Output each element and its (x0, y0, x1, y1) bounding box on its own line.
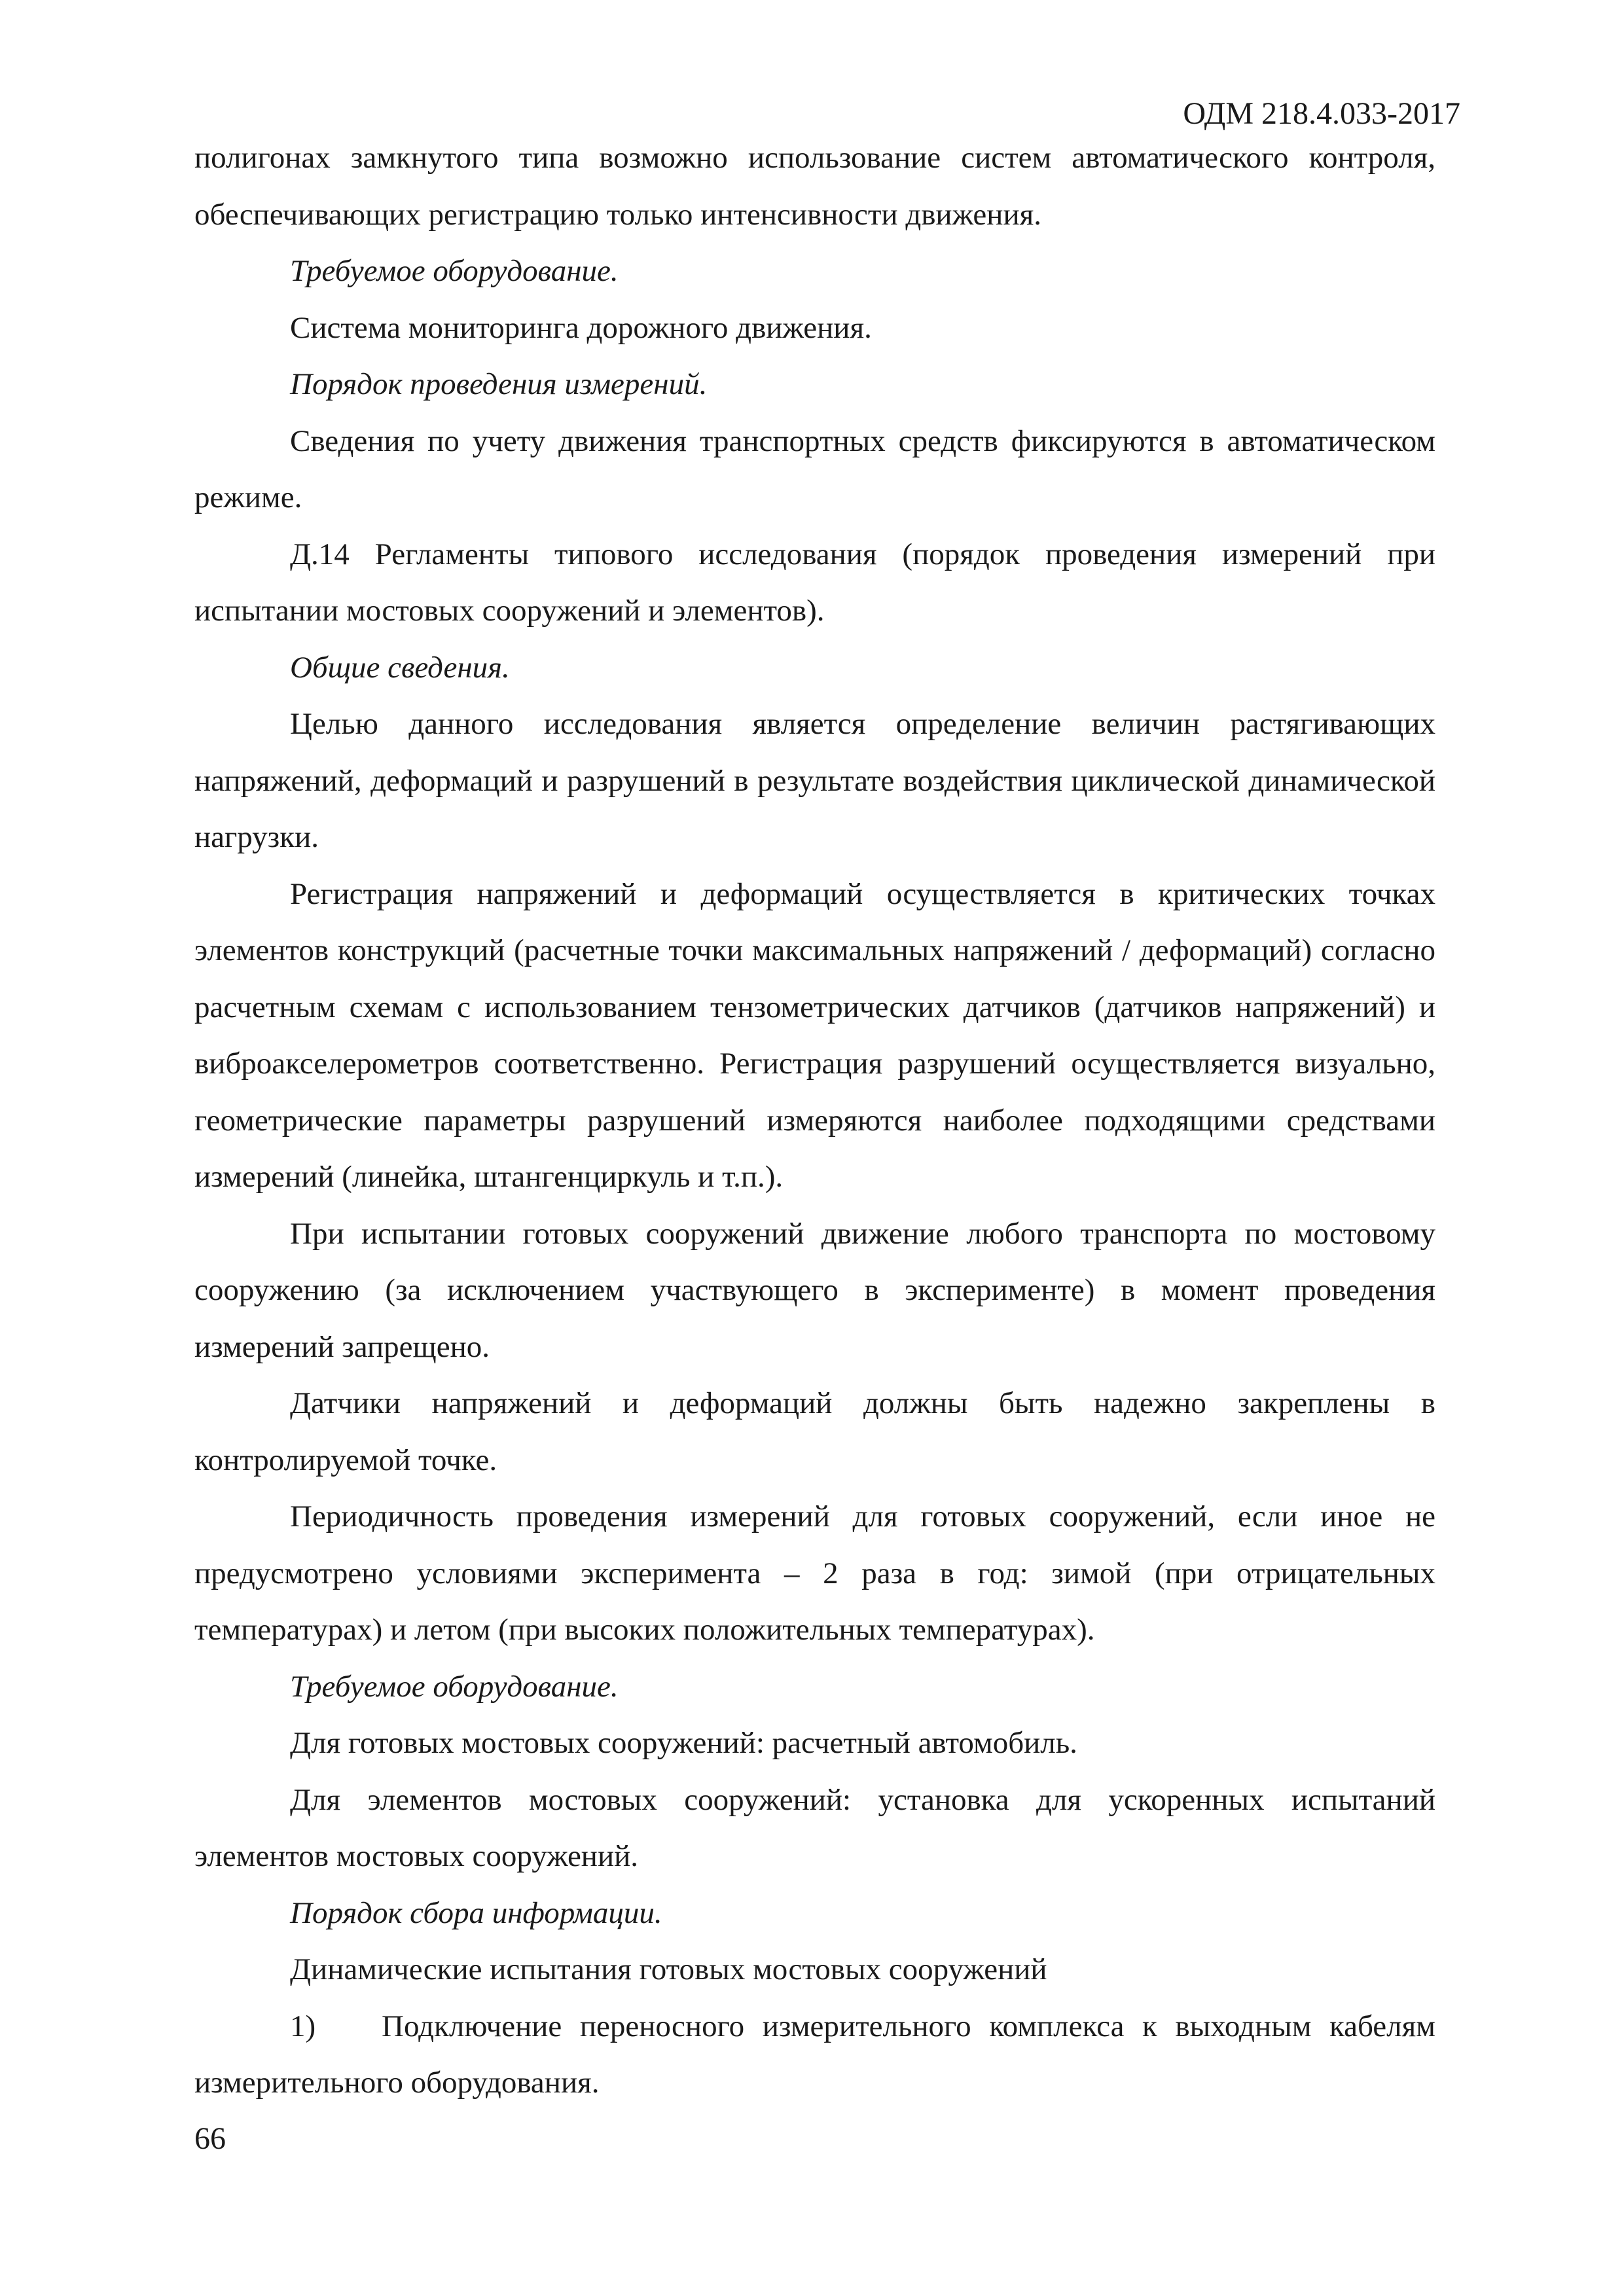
document-code: ОДМ 218.4.033-2017 (1183, 96, 1460, 131)
subheading-measurement-procedure: Порядок проведения измерений. (290, 367, 708, 401)
list-item (194, 1998, 1435, 2111)
list-item-text: Подключение переносного измерительного комплекса к выходным кабелям измерительного оборудования. (194, 2009, 1435, 2100)
paragraph: полигонах замкнутого типа возможно использование систем автоматического контроля, обеспечивающих регистрацию только интенсивности движения. (194, 141, 1435, 232)
paragraph: Сведения по учету движения транспортных средств фиксируются в автоматическом режиме. (194, 423, 1435, 514)
paragraph: При испытании готовых сооружений движение любого транспорта по мостовому сооружению (за исключением участвующего в эксперименте) в момент проведения измерений запрещено. (194, 1216, 1435, 1364)
paragraph: Периодичность проведения измерений для готовых сооружений, если иное не предусмотрено условиями эксперимента – 2 раза в год: зимой (при отрицательных температурах) и летом (при высоких положительных температурах). (194, 1499, 1435, 1647)
paragraph: Система мониторинга дорожного движения. (290, 310, 872, 345)
document-body (194, 130, 1435, 2111)
page-number: 66 (194, 2121, 226, 2156)
paragraph: Динамические испытания готовых мостовых сооружений (290, 1952, 1047, 1986)
subheading-required-equipment: Требуемое оборудование. (290, 1669, 619, 1704)
paragraph: Датчики напряжений и деформаций должны быть надежно закреплены в контролируемой точке. (194, 1386, 1435, 1477)
subheading-general-info: Общие сведения. (290, 650, 510, 685)
paragraph: Для готовых мостовых сооружений: расчетный автомобиль. (290, 1726, 1077, 1760)
subheading-required-equipment: Требуемое оборудование. (290, 254, 619, 288)
paragraph: Целью данного исследования является определение величин растягивающих напряжений, деформаций и разрушений в результате воздействия циклической динамической нагрузки. (194, 707, 1435, 854)
paragraph: Регистрация напряжений и деформаций осуществляется в критических точках элементов конструкций (расчетные точки максимальных напряжений / деформаций) согласно расчетным схемам с использованием тензометрических датчиков (датчиков напряжений) и виброакселерометров соответственно. Регистрация разрушений осуществляется визуально, геометрические параметры разрушений измеряются наиболее подходящими средствами измерений (линейка, штангенциркуль и т.п.). (194, 876, 1435, 1194)
list-item-number: 1) (290, 2009, 316, 2043)
subheading-data-collection: Порядок сбора информации. (290, 1895, 662, 1930)
paragraph: Для элементов мостовых сооружений: установка для ускоренных испытаний элементов мостовых сооружений. (194, 1782, 1435, 1873)
section-heading-d14: Д.14 Регламенты типового исследования (порядок проведения измерений при испытании мостовых сооружений и элементов). (194, 537, 1435, 628)
